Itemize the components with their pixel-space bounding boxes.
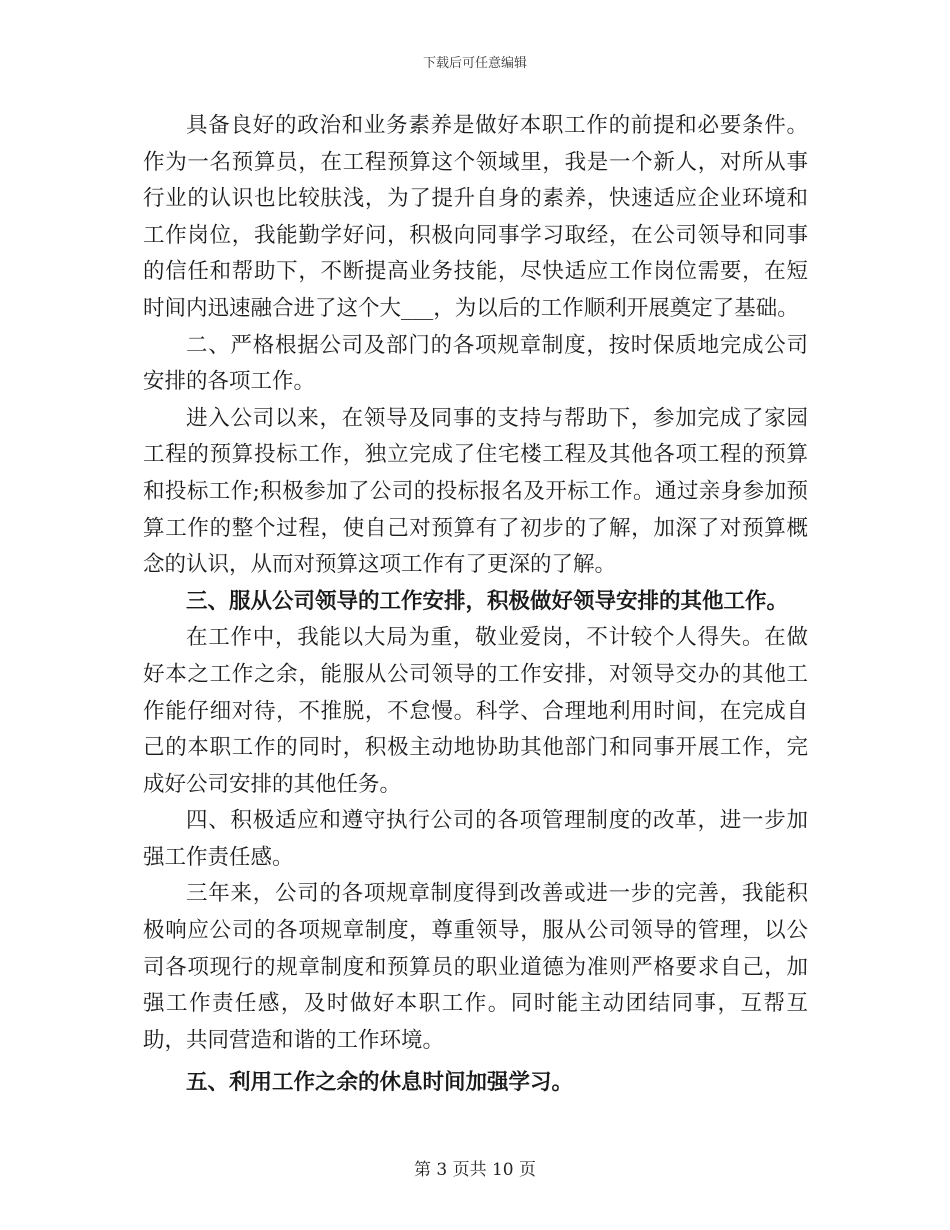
- document-body: [143, 108, 808, 1102]
- page-footer: 第 3 页共 10 页: [413, 1160, 537, 1180]
- paragraph-1: 具备良好的政治和业务素养是做好本职工作的前提和必要条件。作为一名预算员，在工程预算这个领域里，我是一个新人，对所从事行业的认识也比较肤浅，为了提升自身的素养，快速适应企业环境和工作岗位，我能勤学好问，积极向同事学习取经，在公司领导和同事的信任和帮助下，不断提高业务技能，尽快适应工作岗位需要，在短时间内迅速融合进了这个大___，为以后的工作顺利开展奠定了基础。: [143, 113, 808, 321]
- paragraph-4: 三年来，公司的各项规章制度得到改善或进一步的完善，我能积极响应公司的各项规章制度，尊重领导，服从公司领导的管理，以公司各项现行的规章制度和预算员的职业道德为准则严格要求自己，加强工作责任感，及时做好本职工作。同时能主动团结同事，互帮互助，共同营造和谐的工作环境。: [143, 881, 808, 1053]
- paragraph-3: 在工作中，我能以大局为重，敬业爱岗，不计较个人得失。在做好本之工作之余，能服从公司领导的工作安排，对领导交办的其他工作能仔细对待，不推脱，不怠慢。科学、合理地利用时间，在完成自己的本职工作的同时，积极主动地协助其他部门和同事开展工作，完成好公司安排的其他任务。: [143, 625, 808, 797]
- page-header: 下载后可任意编辑: [422, 56, 527, 71]
- paragraph-2: 进入公司以来，在领导及同事的支持与帮助下，参加完成了家园工程的预算投标工作，独立完成了住宅楼工程及其他各项工程的预算和投标工作;积极参加了公司的投标报名及开标工作。通过亲身参加预算工作的整个过程，使自己对预算有了初步的了解，加深了对预算概念的认识，从而对预算这项工作有了更深的了解。: [143, 405, 808, 578]
- section-heading-3: 三、服从公司领导的工作安排，积极做好领导安排的其他工作。: [186, 588, 789, 614]
- section-heading-5: 五、利用工作之余的休息时间加强学习。: [186, 1070, 574, 1096]
- section-heading-4: 四、积极适应和遵守执行公司的各项管理制度的改革，进一步加强工作责任感。: [143, 808, 808, 870]
- section-heading-2: 二、严格根据公司及部门的各项规章制度，按时保质地完成公司安排的各项工作。: [143, 332, 808, 395]
